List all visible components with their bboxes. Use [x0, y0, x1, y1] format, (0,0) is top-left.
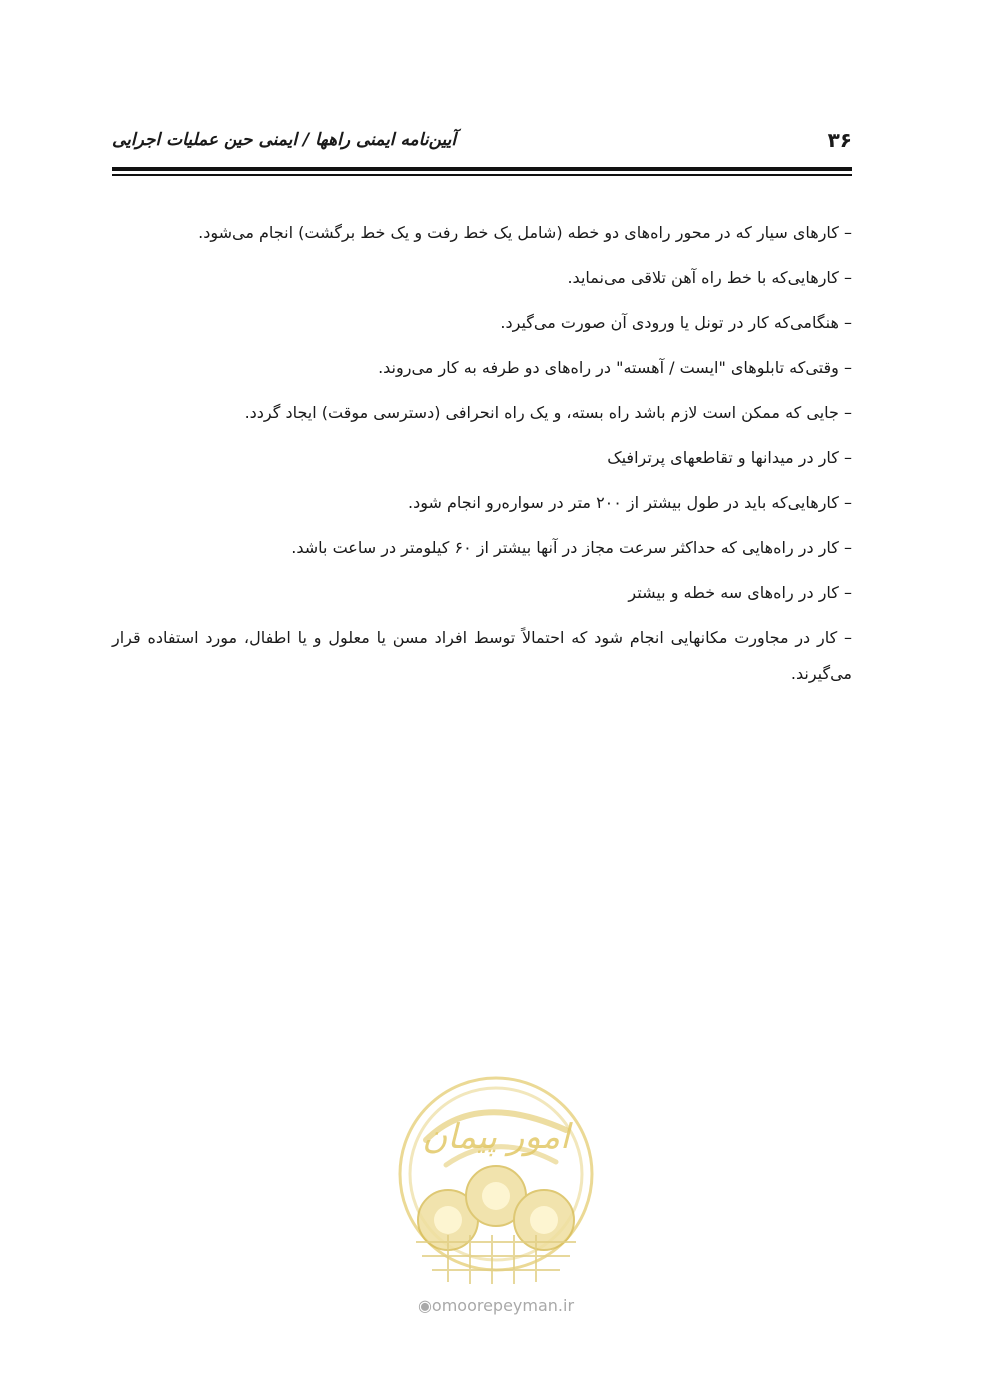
list-item: – وقتی‌که تابلوهای "ایست / آهسته" در راه‌های دو طرفه به کار می‌روند. [378, 358, 852, 377]
list-item: – هنگامی‌که کار در تونل یا ورودی آن صورت می‌گیرد. [500, 313, 852, 332]
list-item: – کار در راه‌های سه خطه و بیشتر [628, 583, 852, 602]
globe-icon: ◉ [417, 1296, 432, 1315]
list-item: – کارهایی‌که باید در طول بیشتر از ۲۰۰ متر در سواره‌رو انجام شود. [407, 493, 852, 512]
page-header [112, 128, 852, 158]
list-item: – جایی که ممکن است لازم باشد راه بسته، و یک راه انحرافی (دسترسی موقت) ایجاد گردد. [244, 403, 852, 422]
list-item: – کارهایی‌که با خط راه آهن تلاقی می‌نماید. [567, 268, 852, 287]
list-item: – کار در میدانها و تقاطعهای پرترافیک [607, 448, 852, 467]
list-item: – کار در راه‌هایی که حداکثر سرعت مجاز در آنها بیشتر از ۶۰ کیلومتر در ساعت باشد. [291, 538, 852, 557]
page-number: ۳۶ [827, 128, 852, 152]
running-title: آیین‌نامه ایمنی راهها / ایمنی حین عملیات اجرایی [112, 130, 457, 150]
svg-text:امور پیمان: امور پیمان [422, 1117, 570, 1157]
header-rule-thick [112, 167, 852, 171]
watermark-url: ◉omoorepeyman.ir [417, 1296, 575, 1315]
header-rule-thin [112, 174, 852, 176]
list-item: – کار در مجاورت مکانهایی انجام شود که احتمالاً توسط افراد مسن یا معلول و یا اطفال، مورد استفاده قرار می‌گیرند. [112, 628, 852, 683]
list-item: – کارهای سیار که در محور راه‌های دو خطه (شامل یک خط رفت و یک خط برگشت) انجام می‌شود. [198, 223, 852, 242]
publisher-watermark [386, 1070, 606, 1340]
body-text [112, 215, 852, 701]
watermark-logo-icon [386, 1070, 606, 1290]
